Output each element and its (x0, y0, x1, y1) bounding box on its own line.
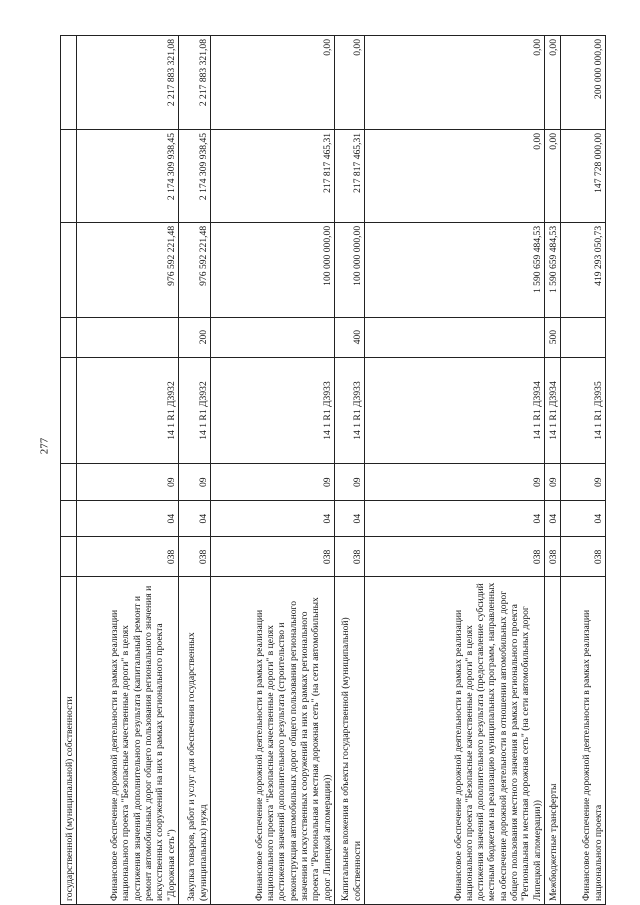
amount-year-1-cell: 100 000 000,00 (211, 222, 335, 317)
grbs-code-cell: 038 (77, 537, 179, 577)
table-row (77, 36, 179, 905)
amount-year-2-cell: 2 174 309 938,45 (77, 129, 179, 222)
amount-year-1-cell: 976 592 221,48 (179, 222, 211, 317)
expense-type-cell: 200 (179, 317, 211, 357)
target-article-cell: 14 1 R1 Д3932 (179, 357, 211, 464)
grbs-code-cell: 038 (365, 537, 545, 577)
amount-year-3-cell: 2 217 883 321,08 (179, 36, 211, 130)
table-row (211, 36, 335, 905)
row-name-cell: Межбюджетные трансферты (545, 577, 561, 905)
subsection-code-cell: 09 (365, 464, 545, 500)
amount-year-1-cell: 419 293 050,73 (561, 222, 606, 317)
section-code-cell: 04 (561, 500, 606, 536)
subsection-code-cell: 09 (77, 464, 179, 500)
expense-type-cell (365, 317, 545, 357)
amount-year-2-cell: 0,00 (365, 129, 545, 222)
rotated-table-container (60, 35, 605, 905)
page-number: 277 (38, 437, 51, 455)
amount-year-1-cell (61, 222, 77, 317)
amount-year-2-cell: 0,00 (545, 129, 561, 222)
grbs-code-cell: 038 (561, 537, 606, 577)
grbs-code-cell: 038 (545, 537, 561, 577)
section-code-cell: 04 (365, 500, 545, 536)
table-row (335, 36, 365, 905)
table-row (365, 36, 545, 905)
table-row (561, 36, 606, 905)
table-row (545, 36, 561, 905)
amount-year-1-cell: 1 590 659 484,53 (545, 222, 561, 317)
amount-year-2-cell: 217 817 465,31 (211, 129, 335, 222)
section-code-cell: 04 (335, 500, 365, 536)
table-row (179, 36, 211, 905)
amount-year-3-cell (61, 36, 77, 130)
row-name-cell: Финансовое обеспечение дорожной деятельности в рамках реализации национального проекта "Безопасные качественные дороги" в целях достижения значений дополнительного результата (строительство и реконструкция автомобильных дорог общего пользования регионального значения и искусственных сооружений на них в рамках регионального проекта "Региональная и местная дорожная сеть" (на сети автомобильных дорог Липецкой агломерации)) (211, 577, 335, 905)
expense-type-cell (77, 317, 179, 357)
amount-year-3-cell: 0,00 (545, 36, 561, 130)
grbs-code-cell: 038 (179, 537, 211, 577)
amount-year-3-cell: 200 000 000,00 (561, 36, 606, 130)
amount-year-3-cell: 0,00 (211, 36, 335, 130)
target-article-cell (61, 357, 77, 464)
section-code-cell (61, 500, 77, 536)
amount-year-3-cell: 2 217 883 321,08 (77, 36, 179, 130)
row-name-cell: Финансовое обеспечение дорожной деятельности в рамках реализации национального проекта "Безопасные качественные дороги" в целях достижения значений дополнительного результата (капитальный ремонт и ремонт автомобильных дорог общего пользования регионального значения и искусственных сооружений на них в рамках регионального проекта "Дорожная сеть") (77, 577, 179, 905)
subsection-code-cell: 09 (545, 464, 561, 500)
row-name-cell: Финансовое обеспечение дорожной деятельности в рамках реализации национального проекта "Безопасные качественные дороги" в целях достижения значений дополнительного результата (предоставление субсидий местным бюджетам на реализацию муниципальных программ, направленных на обеспечение дорожной деятельности в отношении автомобильных дорог общего пользования местного значения в рамках регионального проекта "Региональная и местная дорожная сеть" (на сети автомобильных дорог Липецкой агломерации)) (365, 577, 545, 905)
amount-year-1-cell: 976 592 221,48 (77, 222, 179, 317)
subsection-code-cell (61, 464, 77, 500)
amount-year-2-cell: 217 817 465,31 (335, 129, 365, 222)
subsection-code-cell: 09 (211, 464, 335, 500)
section-code-cell: 04 (179, 500, 211, 536)
budget-table (60, 35, 606, 905)
subsection-code-cell: 09 (179, 464, 211, 500)
target-article-cell: 14 1 R1 Д3933 (211, 357, 335, 464)
subsection-code-cell: 09 (335, 464, 365, 500)
row-name-cell: государственной (муниципальной) собственности (61, 577, 77, 905)
grbs-code-cell (61, 537, 77, 577)
section-code-cell: 04 (545, 500, 561, 536)
table-row (61, 36, 77, 905)
section-code-cell: 04 (77, 500, 179, 536)
expense-type-cell: 400 (335, 317, 365, 357)
amount-year-3-cell: 0,00 (335, 36, 365, 130)
section-code-cell: 04 (211, 500, 335, 536)
amount-year-2-cell (61, 129, 77, 222)
row-name-cell: Финансовое обеспечение дорожной деятельности в рамках реализации национального проекта (561, 577, 606, 905)
target-article-cell: 14 1 R1 Д3934 (545, 357, 561, 464)
row-name-cell: Закупка товаров, работ и услуг для обеспечения государственных (муниципальных) нужд (179, 577, 211, 905)
subsection-code-cell: 09 (561, 464, 606, 500)
target-article-cell: 14 1 R1 Д3933 (335, 357, 365, 464)
target-article-cell: 14 1 R1 Д3934 (365, 357, 545, 464)
amount-year-3-cell: 0,00 (365, 36, 545, 130)
target-article-cell: 14 1 R1 Д3932 (77, 357, 179, 464)
row-name-cell: Капитальные вложения в объекты государственной (муниципальной) собственности (335, 577, 365, 905)
target-article-cell: 14 1 R1 Д3935 (561, 357, 606, 464)
expense-type-cell: 500 (545, 317, 561, 357)
amount-year-2-cell: 2 174 309 938,45 (179, 129, 211, 222)
amount-year-1-cell: 1 590 659 484,53 (365, 222, 545, 317)
grbs-code-cell: 038 (211, 537, 335, 577)
amount-year-2-cell: 147 728 000,00 (561, 129, 606, 222)
expense-type-cell (211, 317, 335, 357)
expense-type-cell (61, 317, 77, 357)
expense-type-cell (561, 317, 606, 357)
grbs-code-cell: 038 (335, 537, 365, 577)
table-body (61, 36, 606, 905)
amount-year-1-cell: 100 000 000,00 (335, 222, 365, 317)
